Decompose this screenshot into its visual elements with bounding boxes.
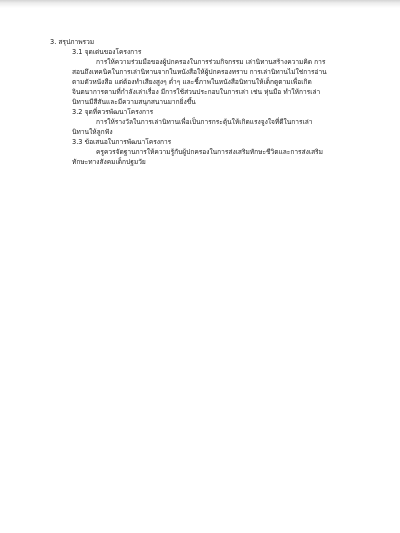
subsection-heading-suggestions: 3.3 ข้อเสนอในการพัฒนาโครงการ — [72, 138, 172, 146]
paragraph-line: ทักษะทางสังคมเด็กปฐมวัย — [72, 158, 146, 166]
paragraph-line: ครูควรจัดฐานการให้ความรู้กับผู้ปกครองในการส่งเสริมทักษะชีวิตและการส่งเสริม — [96, 148, 323, 156]
paragraph-line: การให้รางวัลในการเล่านิทานเพื่อเป็นการกระตุ้นให้เกิดแรงจูงใจที่ดีในการเล่า — [96, 118, 313, 126]
subsection-heading-strengths: 3.1 จุดเด่นของโครงการ — [72, 48, 142, 56]
subsection-heading-improvements: 3.2 จุดที่ควรพัฒนาโครงการ — [72, 108, 154, 116]
paragraph-line: ตามตัวหนังสือ แต่ต้องทำเสียงสูงๆ ต่ำๆ และชี้ภาพในหนังสือนิทานให้เด็กดูตามเพื่อเกิด — [72, 78, 312, 86]
paragraph-line: นิทานให้ลูกฟัง — [72, 128, 113, 136]
section-title: 3. สรุปภาพรวม — [50, 38, 95, 46]
document-content — [50, 37, 362, 167]
page-top-shadow — [0, 0, 400, 8]
paragraph-line: จินตนาการตามที่กำลังเล่าเรื่อง มีการใช้ส่วนประกอบในการเล่า เช่น หุ่นมือ ทำให้การเล่า — [72, 88, 321, 96]
paragraph-line: นิทานมีสีสันและมีความสนุกสนานมากยิ่งขึ้น — [72, 98, 196, 106]
paragraph-line: การให้ความร่วมมือของผู้ปกครองในการร่วมกิจกรรม เล่านิทานสร้างความคิด การ — [96, 58, 326, 66]
paragraph-line: สอนถึงเทคนิคในการเล่านิทานจากในหนังสือให้ผู้ปกครองทราบ การเล่านิทานไม่ใช่การอ่าน — [72, 68, 327, 76]
